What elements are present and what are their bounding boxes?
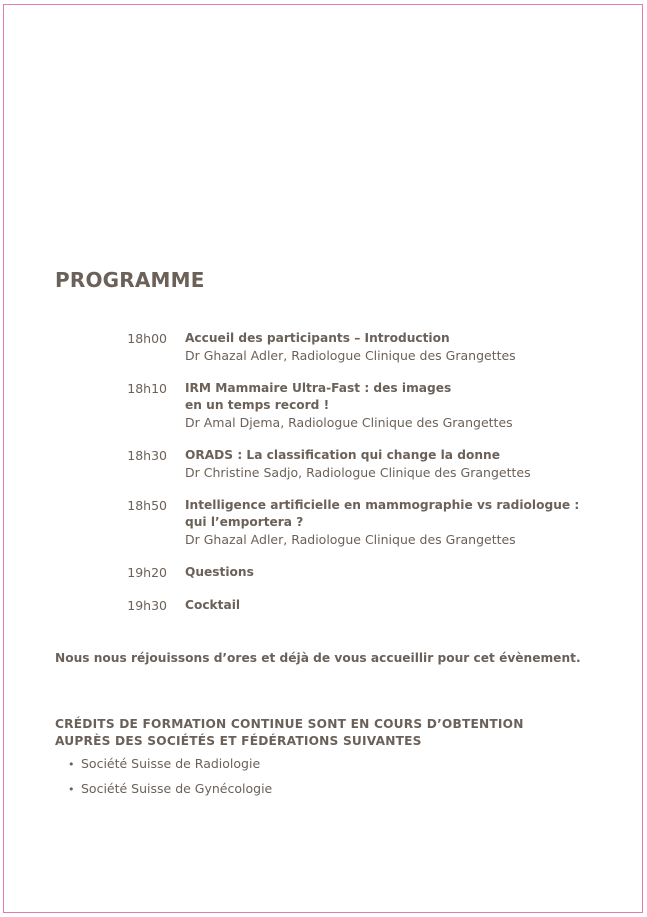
bullet-icon: • [68, 758, 75, 771]
programme-list [0, 330, 647, 630]
programme-time: 18h30 [127, 448, 167, 463]
programme-item [0, 380, 647, 431]
list-item [68, 755, 272, 773]
bullet-icon: • [68, 783, 75, 796]
programme-item [0, 597, 647, 614]
list-item [68, 780, 272, 798]
programme-time: 19h30 [127, 598, 167, 613]
society-name: Société Suisse de Gynécologie [81, 781, 273, 796]
programme-item [0, 447, 647, 481]
programme-title: Questions [185, 565, 254, 579]
programme-time: 18h50 [127, 498, 167, 513]
programme-speaker: Dr Christine Sadjo, Radiologue Clinique des Grangettes [185, 465, 531, 480]
closing-message: Nous nous réjouissons d’ores et déjà de vous accueillir pour cet évènement. [55, 651, 581, 665]
programme-item [0, 497, 647, 548]
programme-title: Accueil des participants – Introduction [185, 331, 450, 345]
programme-speaker: Dr Ghazal Adler, Radiologue Clinique des Grangettes [185, 532, 516, 547]
programme-title: Intelligence artificielle en mammographie vs radiologue : qui l’emportera ? [185, 498, 580, 529]
programme-time: 19h20 [127, 565, 167, 580]
programme-speaker: Dr Amal Djema, Radiologue Clinique des Grangettes [185, 415, 513, 430]
credits-heading: CRÉDITS DE FORMATION CONTINUE SONT EN COURS D’OBTENTION AUPRÈS DES SOCIÉTÉS ET FÉDÉRATIONS SUIVANTES [55, 717, 524, 748]
programme-title: Cocktail [185, 598, 241, 612]
programme-item [0, 564, 647, 581]
page-title: PROGRAMME [55, 268, 205, 292]
societies-list [68, 755, 272, 805]
programme-title: IRM Mammaire Ultra-Fast : des images en un temps record ! [185, 381, 452, 412]
programme-item [0, 330, 647, 364]
society-name: Société Suisse de Radiologie [81, 756, 261, 771]
programme-time: 18h10 [127, 381, 167, 396]
programme-title: ORADS : La classification qui change la donne [185, 448, 500, 462]
programme-speaker: Dr Ghazal Adler, Radiologue Clinique des Grangettes [185, 348, 516, 363]
programme-time: 18h00 [127, 331, 167, 346]
